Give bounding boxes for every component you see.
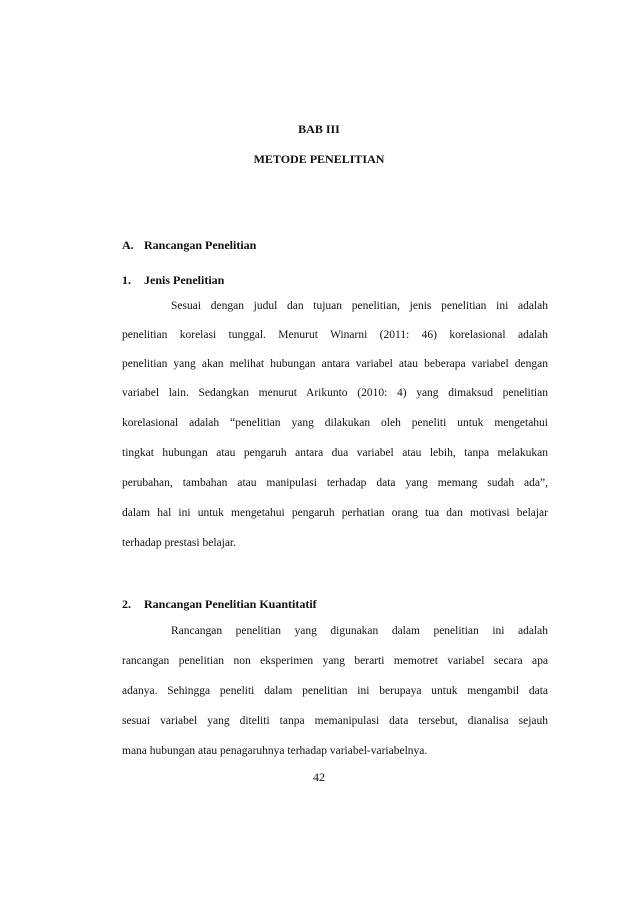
page-number: 42 bbox=[313, 770, 325, 784]
paragraph-line: rancangan penelitian non eksperimen yang berarti memotret variabel secara apa bbox=[122, 655, 548, 667]
paragraph-line: perubahan, tambahan atau manipulasi terhadap data yang memang sudah ada”, bbox=[122, 477, 548, 489]
paragraph-line: mana hubungan atau penagaruhnya terhadap variabel-variabelnya. bbox=[122, 745, 428, 757]
subsection-number: 2. bbox=[122, 597, 131, 611]
paragraph-line: tingkat hubungan atau pengaruh antara dua variabel atau lebih, tanpa melakukan bbox=[122, 447, 548, 459]
paragraph-line: sesuai variabel yang diteliti tanpa memanipulasi data tersebut, dianalisa sejauh bbox=[122, 715, 548, 727]
paragraph-line: penelitian korelasi tunggal. Menurut Winarni (2011: 46) korelasional adalah bbox=[122, 329, 548, 341]
subsection-number: 1. bbox=[122, 273, 131, 287]
chapter-label: BAB III bbox=[298, 122, 340, 136]
subsection-heading-2 bbox=[122, 597, 317, 612]
paragraph-line: terhadap prestasi belajar. bbox=[122, 537, 236, 549]
section-number: A. bbox=[122, 238, 134, 252]
subsection-title: Rancangan Penelitian Kuantitatif bbox=[144, 597, 317, 611]
paragraph-line: variabel lain. Sedangkan menurut Arikunto (2010: 4) yang dimaksud penelitian bbox=[122, 387, 548, 399]
paragraph-line: penelitian yang akan melihat hubungan antara variabel atau beberapa variabel dengan bbox=[122, 358, 548, 370]
section-title: Rancangan Penelitian bbox=[144, 238, 257, 252]
paragraph-line: adanya. Sehingga peneliti dalam penelitian ini berupaya untuk mengambil data bbox=[122, 685, 548, 697]
paragraph-line: dalam hal ini untuk mengetahui pengaruh perhatian orang tua dan motivasi belajar bbox=[122, 507, 548, 519]
paragraph-line: Sesuai dengan judul dan tujuan penelitian, jenis penelitian ini adalah bbox=[171, 300, 548, 312]
paragraph-line: Rancangan penelitian yang digunakan dalam penelitian ini adalah bbox=[171, 625, 548, 637]
subsection-heading-1 bbox=[122, 273, 224, 288]
subsection-title: Jenis Penelitian bbox=[144, 273, 225, 287]
chapter-title: METODE PENELITIAN bbox=[253, 152, 385, 166]
paragraph-line: korelasional adalah “penelitian yang dilakukan oleh peneliti untuk mengetahui bbox=[122, 417, 548, 429]
section-heading-a bbox=[122, 238, 256, 253]
